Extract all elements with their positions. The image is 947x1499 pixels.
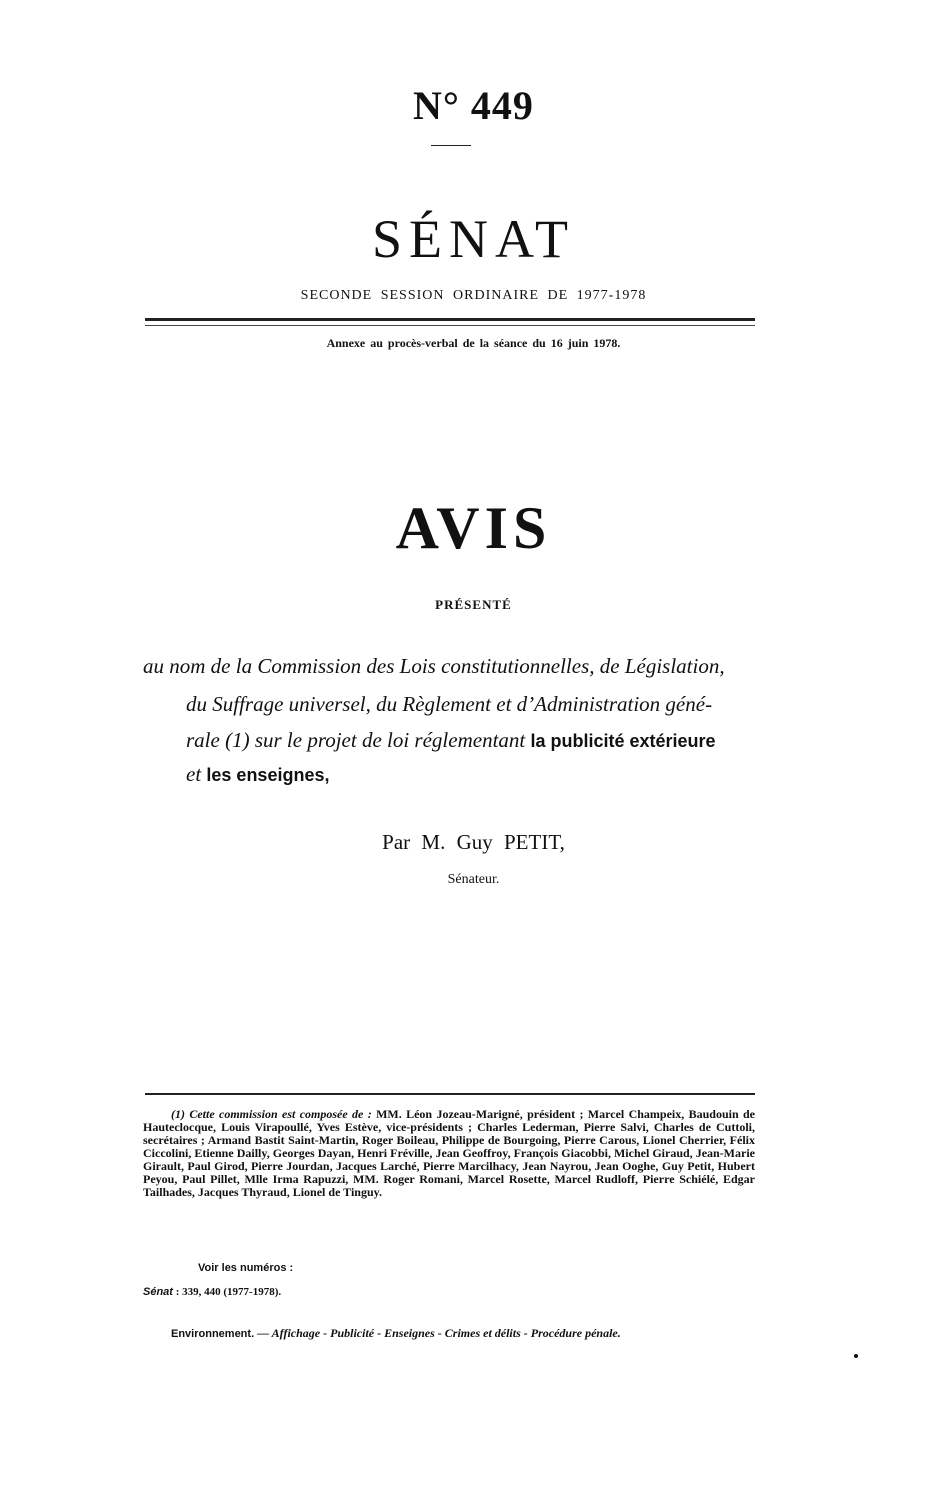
body-line-3 bbox=[186, 725, 716, 756]
senat-reference bbox=[143, 1286, 281, 1298]
subject-bold-1: la publicité extérieure bbox=[530, 731, 716, 751]
body-line-1: au nom de la Commission des Lois constitutionnelles, de Législation, bbox=[143, 654, 725, 678]
document-type-title: AVIS bbox=[395, 495, 552, 561]
footnote bbox=[143, 1108, 755, 1199]
print-mark-dot bbox=[854, 1354, 858, 1358]
keywords-label: Environnement. bbox=[171, 1328, 255, 1340]
body-line-3-text: rale (1) sur le projet de loi réglementant bbox=[186, 728, 531, 752]
author-line: Par M. Guy PETIT, bbox=[382, 830, 565, 854]
session-line: SECONDE SESSION ORDINAIRE DE 1977-1978 bbox=[300, 288, 647, 303]
footnote-rule bbox=[145, 1093, 755, 1095]
subject-bold-2: les enseignes, bbox=[206, 765, 330, 785]
presented-label: PRÉSENTÉ bbox=[435, 597, 512, 612]
header-rule-thick bbox=[145, 318, 755, 321]
keywords-list: — Affichage - Publicité - Enseignes - Crimes et délits - Procédure pénale. bbox=[254, 1326, 621, 1340]
body-line-2: du Suffrage universel, du Règlement et d’Administration géné- bbox=[186, 692, 713, 716]
body-line-4-text: et bbox=[186, 762, 207, 786]
document-number: N° 449 bbox=[413, 83, 534, 128]
body-line-4 bbox=[186, 759, 329, 790]
footnote-intro: (1) Cette commission est composée de : bbox=[171, 1107, 372, 1121]
header-rule-thin bbox=[145, 325, 755, 326]
footnote-members: MM. Léon Jozeau-Marigné, président ; Marcel Champeix, Baudouin de Hauteclocque, Louis Virapoullé, Yves Estève, vice-présidents ; Charles Lederman, Pierre Salvi, Charles de Cuttoli, secrétaires ; Armand Bastit Saint-Martin, Roger Boileau, Philippe de Bourgoing, Pierre Carous, Lionel Cherrier, Félix Ciccolini, Etienne Dailly, Georges Dayan, Henri Fréville, Jean Geoffroy, François Giacobbi, Michel Giraud, Jean-Marie Girault, Paul Girod, Pierre Jourdan, Jacques Larché, Pierre Marcilhacy, Jean Nayrou, Jean Ooghe, Guy Petit, Hubert Peyou, Paul Pillet, Mlle Irma Rapuzzi, MM. Roger Romani, Marcel Rosette, Marcel Rudloff, Pierre Schiélé, Edgar Tailhades, Jacques Thyraud, Lionel de Tinguy. bbox=[143, 1107, 755, 1199]
annexe-line: Annexe au procès-verbal de la séance du 16 juin 1978. bbox=[326, 336, 621, 350]
author-title: Sénateur. bbox=[447, 872, 500, 887]
institution-title: SÉNAT bbox=[371, 209, 575, 269]
senat-reference-label: Sénat bbox=[143, 1286, 173, 1298]
number-separator bbox=[431, 145, 471, 146]
senat-reference-numbers: : 339, 440 (1977-1978). bbox=[172, 1286, 282, 1298]
keywords bbox=[143, 1326, 755, 1341]
references-label: Voir les numéros : bbox=[198, 1262, 294, 1274]
